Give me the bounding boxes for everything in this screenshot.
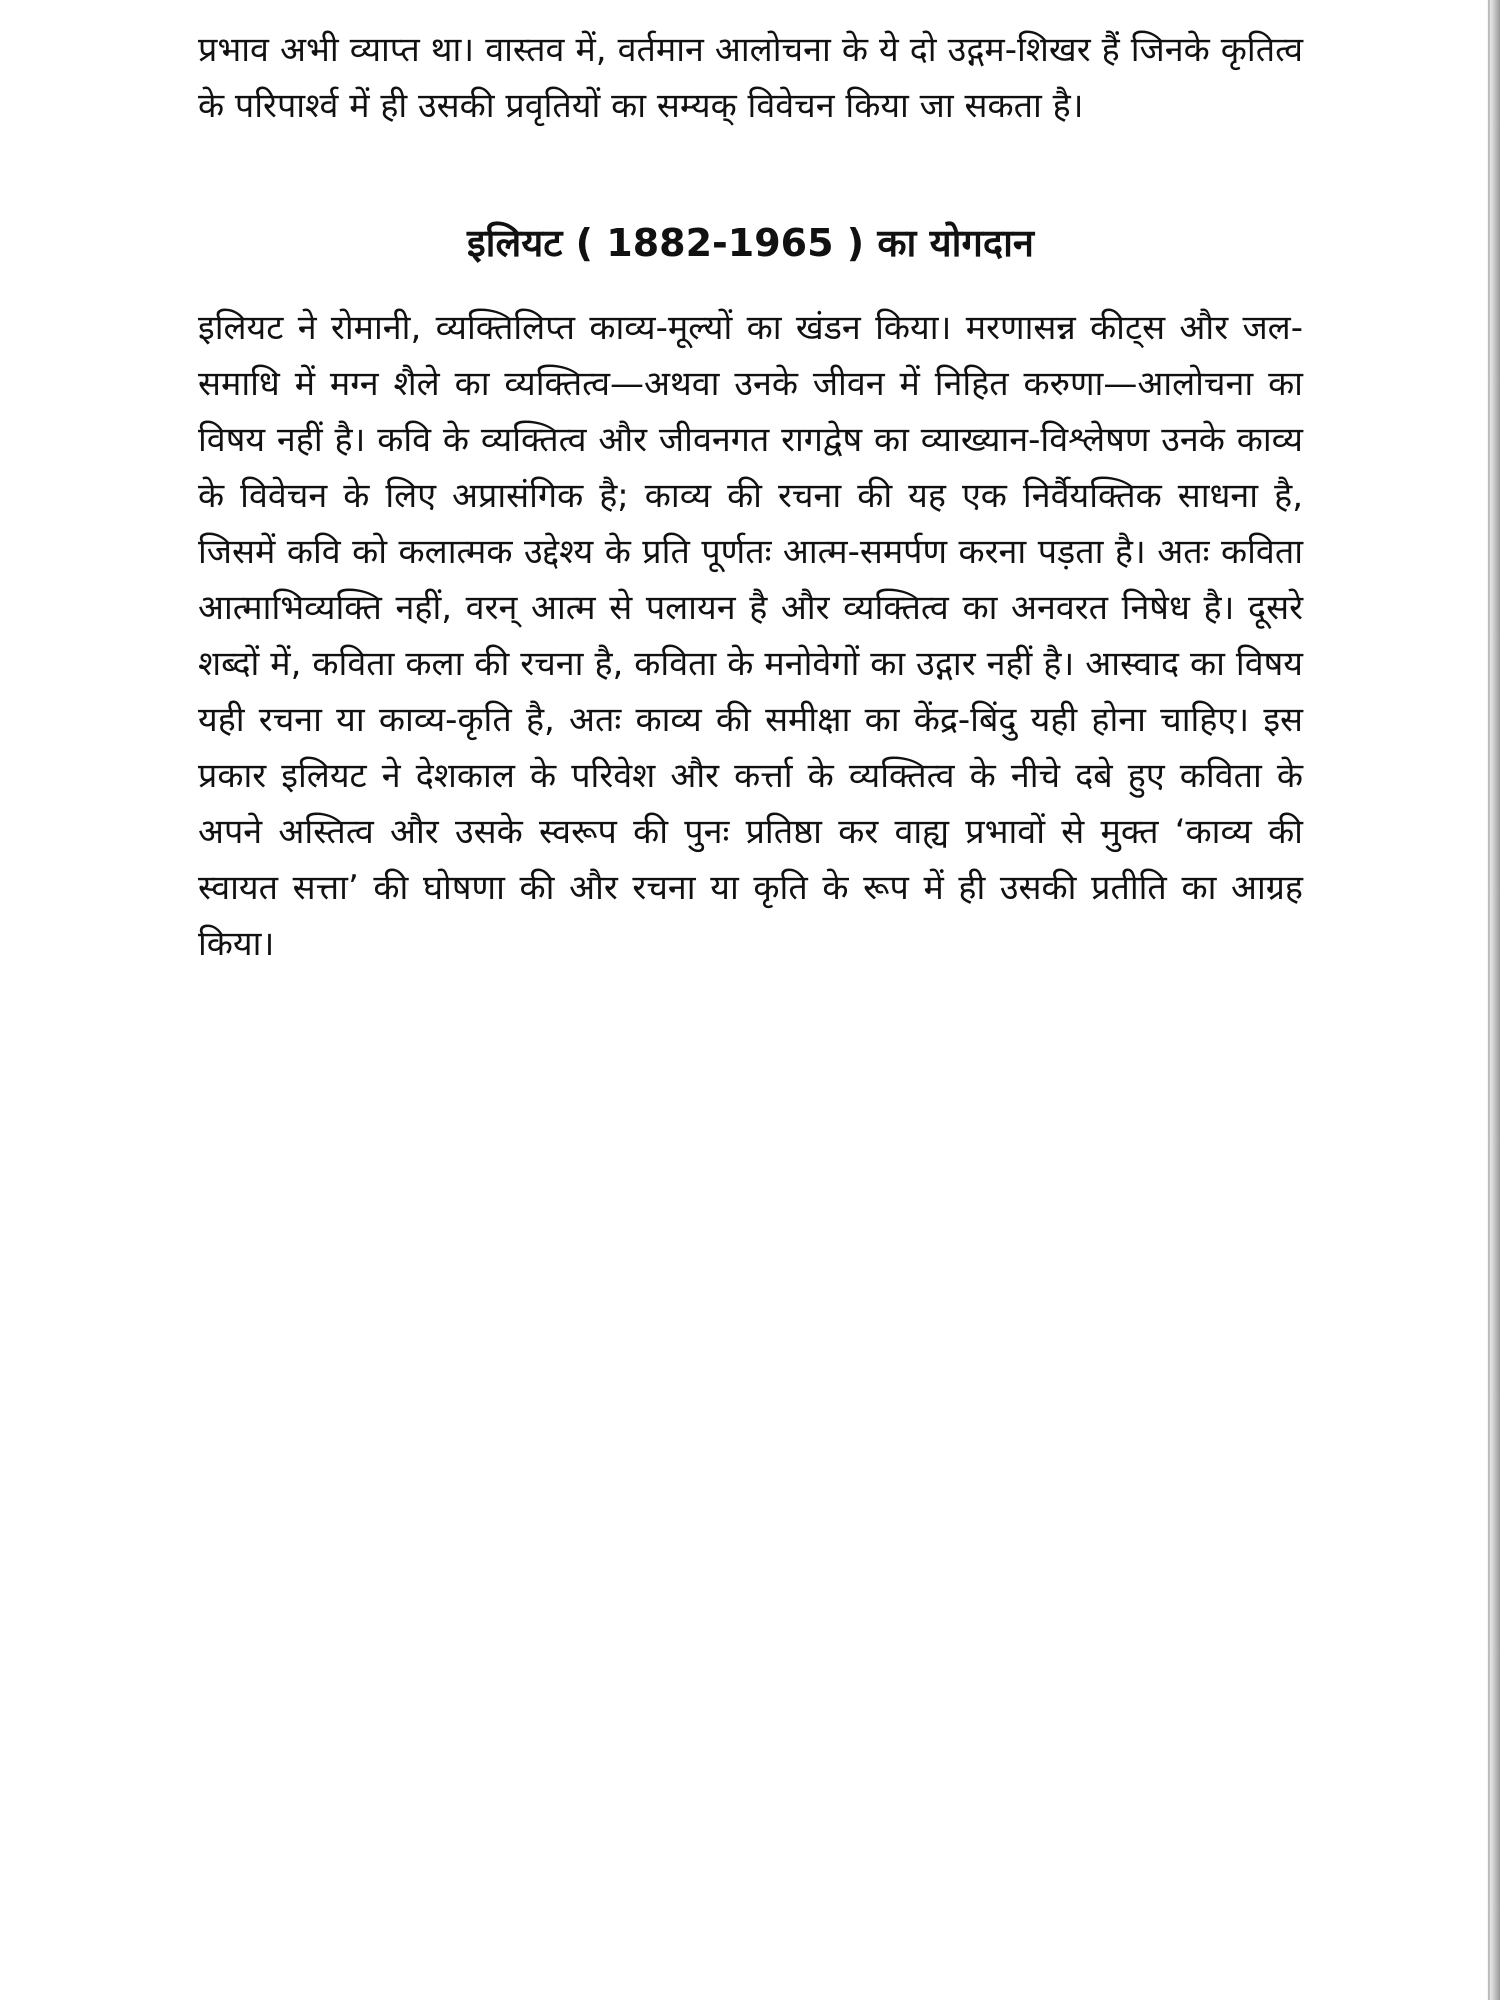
section-heading: इलियट ( 1882-1965 ) का योगदान — [466, 221, 1035, 265]
intro-paragraph: प्रभाव अभी व्याप्त था। वास्तव में, वर्तमान आलोचना के ये दो उद्गम-शिखर हैं जिनके कृतित्व के परिपार्श्व में ही उसकी प्रवृतियों का सम्यक् विवेचन किया जा सकता है। — [198, 30, 1303, 126]
body-paragraph: इलियट ने रोमानी, व्यक्तिलिप्त काव्य-मूल्यों का खंडन किया। मरणासन्न कीट्स और जल-समाधि में मग्न शैले का व्यक्तित्व—अथवा उनके जीवन में निहित करुणा—आलोचना का विषय नहीं है। कवि के व्यक्तित्व और जीवनगत रागद्वेष का व्याख्यान-विश्लेषण उनके काव्य के विवेचन के लिए अप्रासंगिक है; काव्य की रचना की यह एक निर्वैयक्तिक साधना है, जिसमें कवि को कलात्मक उद्देश्य के प्रति पूर्णतः आत्म-समर्पण करना पड़ता है। अतः कविता आत्माभिव्यक्ति नहीं, वरन् आत्म से पलायन है और व्यक्तित्व का अनवरत निषेध है। दूसरे शब्दों में, कविता कला की रचना है, कविता के मनोवेगों का उद्गार नहीं है। आस्वाद का विषय यही रचना या काव्य-कृति है, अतः काव्य की समीक्षा का केंद्र-बिंदु यही होना चाहिए। इस प्रकार इलियट ने देशकाल के परिवेश और कर्त्ता के व्यक्तित्व के नीचे दबे हुए कविता के अपने अस्तित्व और उसके स्वरूप की पुनः प्रतिष्ठा कर वाह्य प्रभावों से मुक्त ‘काव्य की स्वायत सत्ता’ की घोषणा की और रचना या कृति के रूप में ही उसकी प्रतीति का आग्रह किया। — [198, 308, 1303, 964]
page-edge-line — [1488, 0, 1490, 2000]
